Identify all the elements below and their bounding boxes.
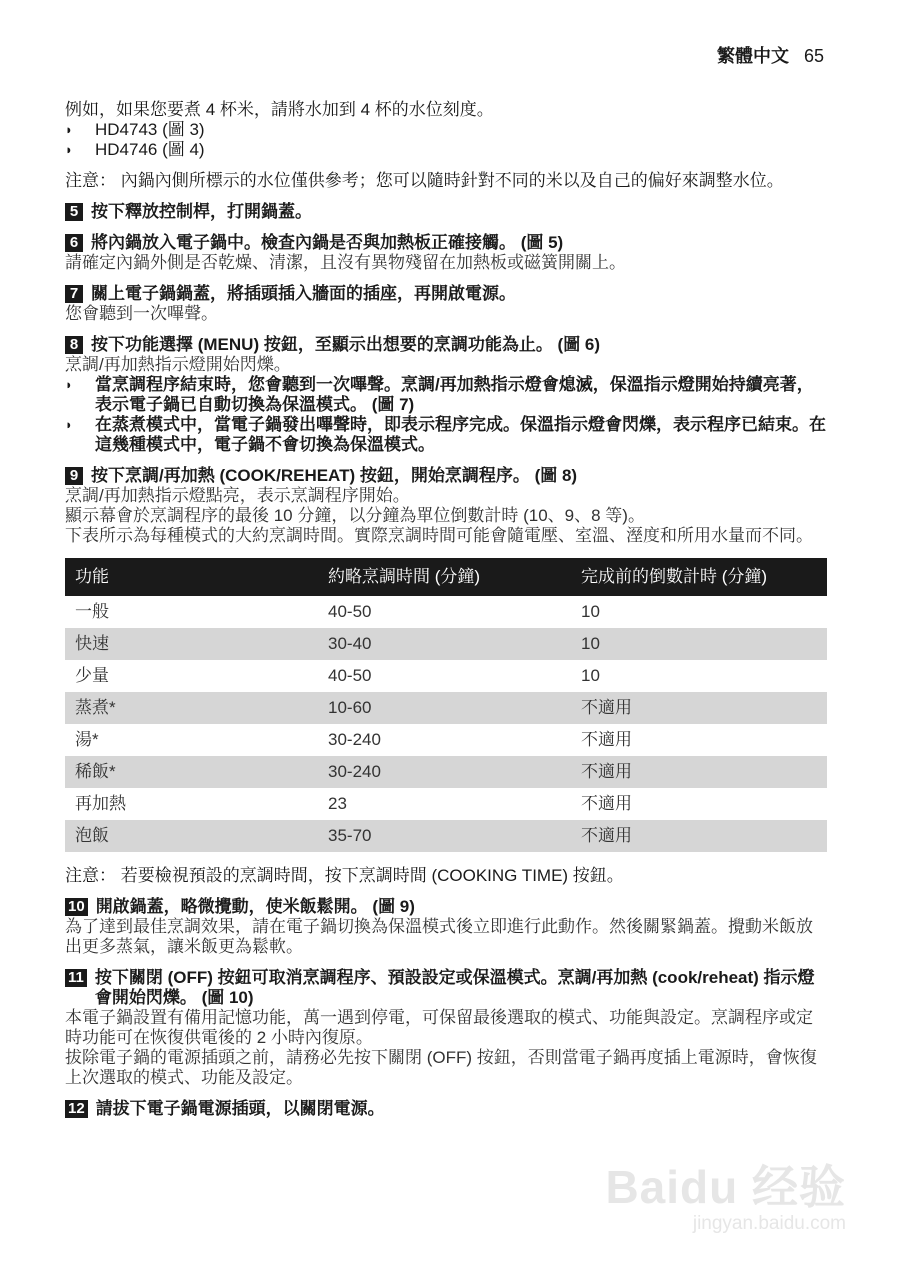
- cooking-time-table: [65, 558, 827, 852]
- table-row: 泡飯 35-70 不適用: [65, 820, 827, 852]
- bullet-icon: ◗: [65, 377, 73, 392]
- step-5: 5 按下釋放控制桿，打開鍋蓋。: [65, 202, 827, 222]
- step-6-body: 請確定內鍋外側是否乾燥、清潔，且沒有異物殘留在加熱板或磁簧開關上。: [65, 253, 626, 272]
- step-9-body-2: 顯示幕會於烹調程序的最後 10 分鐘，以分鐘為單位倒數計時 (10、9、8 等)。: [65, 506, 645, 525]
- table-row: 快速 30-40 10: [65, 628, 827, 660]
- step-8-body: 烹調/再加熱指示燈開始閃爍。: [65, 355, 291, 374]
- step-9-body-3: 下表所示為每種模式的大約烹調時間。實際烹調時間可能會隨電壓、室溫、溼度和所用水量而不同。: [65, 526, 813, 545]
- note: 注意： 內鍋內側所標示的水位僅供參考；您可以隨時針對不同的米以及自己的偏好來調整水位。: [65, 171, 784, 190]
- step-11-body-1: 本電子鍋設置有備用記憶功能，萬一遇到停電，可保留最後選取的模式、功能與設定。烹調程序或定時功能可在恢復供電後的 2 小時內復原。: [65, 1008, 813, 1047]
- table-row: 再加熱 23 不適用: [75, 794, 632, 813]
- table-row: 少量 40-50 10: [75, 666, 600, 685]
- watermark-logo-text: Baidu 经验: [605, 1161, 846, 1213]
- table-row: 湯* 30-240 不適用: [75, 730, 632, 749]
- watermark-url: jingyan.baidu.com: [692, 1213, 846, 1234]
- step-7: 7 關上電子鍋鍋蓋，將插頭插入牆面的插座，再開啟電源。: [65, 284, 827, 304]
- step-7-body: 您會聽到一次嗶聲。: [65, 304, 218, 323]
- table-row: 一般 40-50 10: [75, 602, 600, 621]
- step-8: 8 按下功能選擇 (MENU) 按鈕，至顯示出想要的烹調功能為止。 (圖 6): [65, 335, 827, 355]
- baidu-watermark: [605, 1162, 846, 1236]
- list-item: ◗ 在蒸煮模式中，當電子鍋發出嗶聲時，即表示程序完成。保溫指示燈會閃爍，表示程序已結束。在這幾種模式中，電子鍋不會切換為保溫模式。: [65, 415, 826, 454]
- step-10-body: 為了達到最佳烹調效果，請在電子鍋切換為保溫模式後立即進行此動作。然後關緊鍋蓋。攪動米飯放出更多蒸氣，讓米飯更為鬆軟。: [65, 917, 813, 956]
- language-label: 繁體中文: [716, 46, 789, 66]
- step-12: 12 請拔下電子鍋電源插頭，以關閉電源。: [65, 1099, 827, 1119]
- intro-line: 例如，如果您要煮 4 杯米，請將水加到 4 杯的水位刻度。: [65, 100, 494, 119]
- list-item: ◗ HD4743 (圖 3): [65, 120, 205, 139]
- bullet-icon: ◗: [65, 417, 73, 432]
- step-9-body-1: 烹調/再加熱指示燈點亮，表示烹調程序開始。: [65, 486, 410, 505]
- column-header: 功能: [65, 558, 318, 596]
- step-9: 9 按下烹調/再加熱 (COOK/REHEAT) 按鈕，開始烹調程序。 (圖 8): [65, 466, 827, 486]
- page-number: 65: [803, 46, 824, 66]
- step-6: 6 將內鍋放入電子鍋中。檢查內鍋是否與加熱板正確接觸。 (圖 5): [65, 233, 827, 253]
- table-row: 蒸煮* 10-60 不適用: [65, 692, 827, 724]
- page-content: [65, 100, 827, 1119]
- step-11: 11 按下關閉 (OFF) 按鈕可取消烹調程序、預設設定或保溫模式。烹調/再加熱 (cook/reheat) 指示燈會開始閃爍。 (圖 10): [65, 968, 827, 1008]
- step-11-body-2: 拔除電子鍋的電源插頭之前，請務必先按下關閉 (OFF) 按鈕，否則當電子鍋再度插上電源時，會恢復上次選取的模式、功能及設定。: [65, 1048, 817, 1087]
- column-header: 約略烹調時間 (分鐘): [318, 558, 571, 596]
- page-header: [717, 46, 824, 66]
- table-row: 稀飯* 30-240 不適用: [65, 756, 827, 788]
- list-item: ◗ 當烹調程序結束時，您會聽到一次嗶聲。烹調/再加熱指示燈會熄滅，保溫指示燈開始持續亮著，表示電子鍋已自動切換為保溫模式。 (圖 7): [65, 375, 814, 414]
- step-10: 10 開啟鍋蓋，略微攪動，使米飯鬆開。 (圖 9): [65, 897, 827, 917]
- table-header-row: [65, 558, 827, 596]
- column-header: 完成前的倒數計時 (分鐘): [571, 558, 827, 596]
- list-item: ◗ HD4746 (圖 4): [65, 140, 205, 159]
- bullet-icon: ◗: [65, 142, 73, 157]
- bullet-icon: ◗: [65, 122, 73, 137]
- note-2: 注意： 若要檢視預設的烹調時間，按下烹調時間 (COOKING TIME) 按鈕。: [65, 866, 624, 885]
